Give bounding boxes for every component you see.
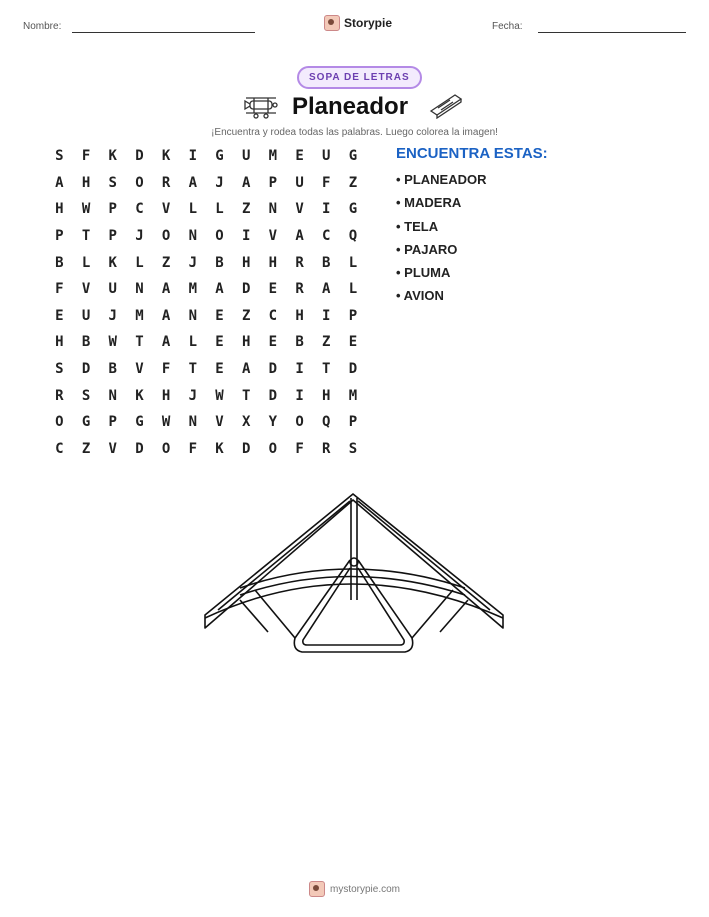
grid-letter[interactable]: O [161,440,171,457]
grid-letter[interactable]: T [241,387,251,404]
grid-letter[interactable]: A [241,174,251,191]
wood-plank-icon [428,91,464,119]
grid-letter[interactable]: U [81,307,91,324]
grid-letter[interactable]: N [268,201,278,218]
grid-letter[interactable]: H [81,174,91,191]
grid-letter[interactable]: H [268,254,278,271]
grid-letter[interactable]: O [215,228,224,245]
grid-letter[interactable]: E [268,281,278,298]
grid-letter[interactable]: M [348,387,358,404]
grid-row [46,223,366,250]
grid-letter[interactable]: L [188,201,197,218]
grid-letter[interactable]: Z [161,254,171,271]
grid-letter[interactable]: Z [322,334,331,351]
hang-glider-illustration [200,490,510,662]
grid-letter[interactable]: F [161,361,171,378]
grid-letter[interactable]: J [188,254,197,271]
grid-letter[interactable]: D [348,361,358,378]
grid-letter[interactable]: N [108,387,117,404]
grid-letter[interactable]: N [135,281,144,298]
grid-letter[interactable]: M [135,307,144,324]
grid-letter[interactable]: L [188,334,197,351]
grid-letter[interactable]: C [322,228,331,245]
grid-letter[interactable]: E [215,334,224,351]
grid-letter[interactable]: S [81,387,91,404]
grid-row [46,170,366,197]
grid-letter[interactable]: V [268,228,278,245]
grid-letter[interactable]: D [135,440,144,457]
name-label: Nombre: [23,21,62,32]
grid-letter[interactable]: V [295,201,304,218]
grid-letter[interactable]: W [81,201,91,218]
grid-letter[interactable]: E [268,334,278,351]
grid-letter[interactable]: E [215,361,224,378]
grid-letter[interactable]: G [135,414,144,431]
grid-letter[interactable]: J [135,228,144,245]
grid-letter[interactable]: Q [348,228,358,245]
grid-letter[interactable]: D [268,361,278,378]
grid-letter[interactable]: E [348,334,358,351]
grid-letter[interactable]: C [55,440,64,457]
grid-letter[interactable]: A [241,361,251,378]
grid-letter[interactable]: K [108,148,117,165]
grid-row [46,329,366,356]
grid-letter[interactable]: S [55,361,64,378]
grid-letter[interactable]: S [108,174,117,191]
grid-letter[interactable]: B [81,334,91,351]
grid-letter[interactable]: A [161,307,171,324]
grid-letter[interactable]: H [241,254,251,271]
grid-letter[interactable]: O [295,414,304,431]
grid-letter[interactable]: R [295,254,304,271]
grid-letter[interactable]: B [215,254,224,271]
word-item: • AVION [396,288,444,304]
grid-letter[interactable]: R [322,440,331,457]
grid-letter[interactable]: G [348,201,358,218]
grid-row [46,382,366,409]
page-title: Planeador [292,93,409,120]
grid-letter[interactable]: E [55,307,64,324]
grid-letter[interactable]: O [135,174,144,191]
grid-letter[interactable]: F [322,174,331,191]
name-line[interactable] [72,32,255,33]
grid-letter[interactable]: G [215,148,224,165]
grid-letter[interactable]: P [348,414,358,431]
grid-letter[interactable]: F [81,148,91,165]
words-list-title: ENCUENTRA ESTAS: [396,145,548,162]
storypie-logo-icon [324,15,340,31]
grid-letter[interactable]: I [322,201,331,218]
grid-row [46,196,366,223]
grid-letter[interactable]: I [322,307,331,324]
grid-letter[interactable]: A [215,281,224,298]
grid-letter[interactable]: V [161,201,171,218]
grid-letter[interactable]: U [322,148,331,165]
grid-letter[interactable]: J [215,174,224,191]
words-list [396,172,487,312]
grid-letter[interactable]: D [241,440,251,457]
grid-letter[interactable]: K [135,387,144,404]
word-item: • TELA [396,218,439,234]
grid-letter[interactable]: Z [81,440,91,457]
grid-letter[interactable]: J [108,307,117,324]
grid-letter[interactable]: O [55,414,64,431]
word-item: • PLUMA [396,265,451,281]
grid-letter[interactable]: R [55,387,64,404]
grid-letter[interactable]: Z [348,174,358,191]
grid-letter[interactable]: C [135,201,144,218]
grid-letter[interactable]: I [295,361,304,378]
grid-letter[interactable]: R [161,174,171,191]
grid-letter[interactable]: H [241,334,251,351]
grid-letter[interactable]: Y [268,414,278,431]
brand-logo [324,15,392,31]
grid-letter[interactable]: U [241,148,251,165]
grid-row [46,276,366,303]
grid-letter[interactable]: F [295,440,304,457]
grid-letter[interactable]: B [295,334,304,351]
grid-letter[interactable]: M [268,148,278,165]
grid-letter[interactable]: P [108,414,117,431]
grid-letter[interactable]: D [241,281,251,298]
grid-letter[interactable]: P [108,228,117,245]
grid-letter[interactable]: A [161,281,171,298]
grid-letter[interactable]: L [135,254,144,271]
biplane-icon [244,92,280,120]
word-item: • PLANEADOR [396,172,487,187]
grid-letter[interactable]: G [348,148,358,165]
grid-letter[interactable]: E [215,307,224,324]
grid-letter[interactable]: Z [241,307,251,324]
grid-letter[interactable]: P [268,174,278,191]
word-item: • MADERA [396,195,462,211]
grid-letter[interactable]: A [322,281,331,298]
grid-letter[interactable]: W [215,387,224,404]
grid-letter[interactable]: M [188,281,197,298]
grid-letter[interactable]: F [188,440,197,457]
grid-letter[interactable]: B [322,254,331,271]
grid-letter[interactable]: A [55,174,64,191]
grid-letter[interactable]: V [215,414,224,431]
grid-letter[interactable]: W [108,334,117,351]
grid-letter[interactable]: D [268,387,278,404]
grid-letter[interactable]: O [161,228,171,245]
grid-letter[interactable]: R [295,281,304,298]
grid-letter[interactable]: G [81,414,91,431]
grid-letter[interactable]: S [348,440,358,457]
grid-letter[interactable]: K [161,148,171,165]
grid-letter[interactable]: I [188,148,197,165]
word-search-grid[interactable] [46,143,366,462]
grid-letter[interactable]: T [135,334,144,351]
grid-row [46,356,366,383]
grid-row [46,303,366,330]
grid-letter[interactable]: X [241,414,251,431]
word-item: • PAJARO [396,241,458,257]
grid-letter[interactable]: D [81,361,91,378]
grid-letter[interactable]: L [348,254,358,271]
activity-badge: SOPA DE LETRAS [297,66,422,89]
date-line[interactable] [538,32,686,33]
grid-letter[interactable]: N [188,307,197,324]
grid-letter[interactable]: L [81,254,91,271]
grid-letter[interactable]: A [188,174,197,191]
grid-letter[interactable]: V [108,440,117,457]
grid-letter[interactable]: B [55,254,64,271]
footer-url[interactable]: mystorypie.com [330,883,401,895]
grid-letter[interactable]: H [161,387,171,404]
grid-letter[interactable]: S [55,148,64,165]
grid-letter[interactable]: N [188,414,197,431]
grid-letter[interactable]: I [241,228,251,245]
grid-letter[interactable]: E [295,148,304,165]
grid-letter[interactable]: O [268,440,278,457]
grid-letter[interactable]: I [295,387,304,404]
grid-letter[interactable]: V [135,361,144,378]
grid-letter[interactable]: J [188,387,197,404]
grid-row [46,143,366,170]
grid-letter[interactable]: F [55,281,64,298]
instructions: ¡Encuentra y rodea todas las palabras. Luego colorea la imagen! [211,127,498,138]
grid-letter[interactable]: A [161,334,171,351]
grid-letter[interactable]: L [215,201,224,218]
grid-row [46,436,366,463]
grid-letter[interactable]: H [55,201,64,218]
grid-letter[interactable]: T [81,228,91,245]
grid-letter[interactable]: H [322,387,331,404]
grid-letter[interactable]: P [55,228,64,245]
grid-row [46,249,366,276]
grid-letter[interactable]: L [348,281,358,298]
grid-letter[interactable]: V [81,281,91,298]
grid-row [46,409,366,436]
grid-letter[interactable]: P [108,201,117,218]
grid-letter[interactable]: P [348,307,358,324]
grid-letter[interactable]: Q [322,414,331,431]
grid-letter[interactable]: T [188,361,197,378]
grid-letter[interactable]: H [295,307,304,324]
footer-logo-icon [309,881,325,897]
grid-letter[interactable]: T [322,361,331,378]
grid-letter[interactable]: A [295,228,304,245]
grid-letter[interactable]: D [135,148,144,165]
grid-letter[interactable]: U [295,174,304,191]
footer [309,881,400,897]
grid-letter[interactable]: Z [241,201,251,218]
grid-letter[interactable]: H [55,334,64,351]
grid-letter[interactable]: K [108,254,117,271]
grid-letter[interactable]: K [215,440,224,457]
date-label: Fecha: [492,21,523,32]
grid-letter[interactable]: W [161,414,171,431]
grid-letter[interactable]: N [188,228,197,245]
grid-letter[interactable]: C [268,307,278,324]
brand-name: Storypie [344,16,393,30]
grid-letter[interactable]: B [108,361,117,378]
grid-letter[interactable]: U [108,281,117,298]
